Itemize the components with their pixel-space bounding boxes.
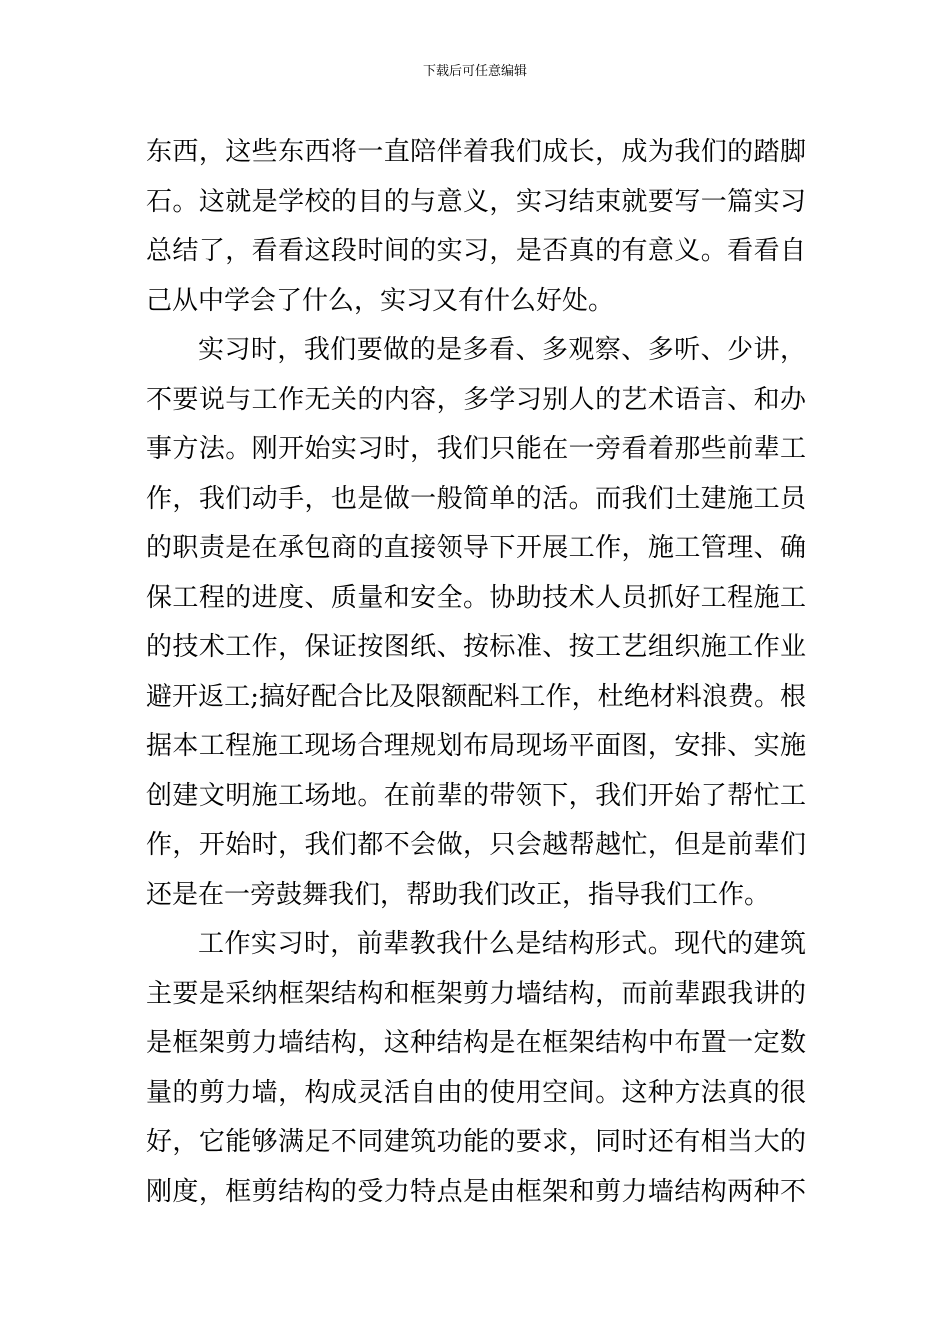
text-line: 保工程的进度、质量和安全。协助技术人员抓好工程施工 — [146, 582, 806, 613]
text-line: 总结了，看看这段时间的实习，是否真的有意义。看看自 — [146, 236, 806, 266]
text-line: 主要是采纳框架结构和框架剪力墙结构，而前辈跟我讲的 — [146, 978, 806, 1009]
text-line: 作，我们动手，也是做一般简单的活。而我们土建施工员 — [146, 483, 806, 514]
text-line: 作，开始时，我们都不会做，只会越帮越忙，但是前辈们 — [146, 830, 806, 860]
text-line: 实习时，我们要做的是多看、多观察、多听、少讲， — [198, 335, 806, 365]
text-line: 是框架剪力墙结构，这种结构是在框架结构中布置一定数 — [146, 1028, 806, 1058]
document-body — [146, 128, 806, 1217]
text-line: 的技术工作，保证按图纸、按标准、按工艺组织施工作业 — [146, 632, 806, 662]
text-line: 据本工程施工现场合理规划布局现场平面图，安排、实施 — [146, 731, 806, 761]
text-line: 量的剪力墙，构成灵活自由的使用空间。这种方法真的很 — [146, 1077, 806, 1108]
text-line: 不要说与工作无关的内容，多学习别人的艺术语言、和办 — [146, 384, 806, 415]
text-line: 好，它能够满足不同建筑功能的要求，同时还有相当大的 — [146, 1127, 806, 1157]
text-line: 事方法。刚开始实习时，我们只能在一旁看着那些前辈工 — [146, 434, 806, 464]
text-line: 创建文明施工场地。在前辈的带领下，我们开始了帮忙工 — [146, 780, 806, 811]
text-line: 避开返工;搞好配合比及限额配料工作，杜绝材料浪费。根 — [146, 681, 806, 712]
text-line: 石。这就是学校的目的与意义，实习结束就要写一篇实习 — [146, 186, 806, 217]
text-line: 东西，这些东西将一直陪伴着我们成长，成为我们的踏脚 — [146, 137, 806, 167]
text-line: 刚度，框剪结构的受力特点是由框架和剪力墙结构两种不 — [146, 1176, 806, 1207]
text-line: 己从中学会了什么，实习又有什么好处。 — [146, 285, 615, 316]
text-line: 的职责是在承包商的直接领导下开展工作，施工管理、确 — [146, 533, 806, 563]
page-header: 下载后可任意编辑 — [422, 64, 527, 79]
text-line: 工作实习时，前辈教我什么是结构形式。现代的建筑 — [198, 929, 806, 959]
text-line: 还是在一旁鼓舞我们，帮助我们改正，指导我们工作。 — [146, 879, 771, 910]
